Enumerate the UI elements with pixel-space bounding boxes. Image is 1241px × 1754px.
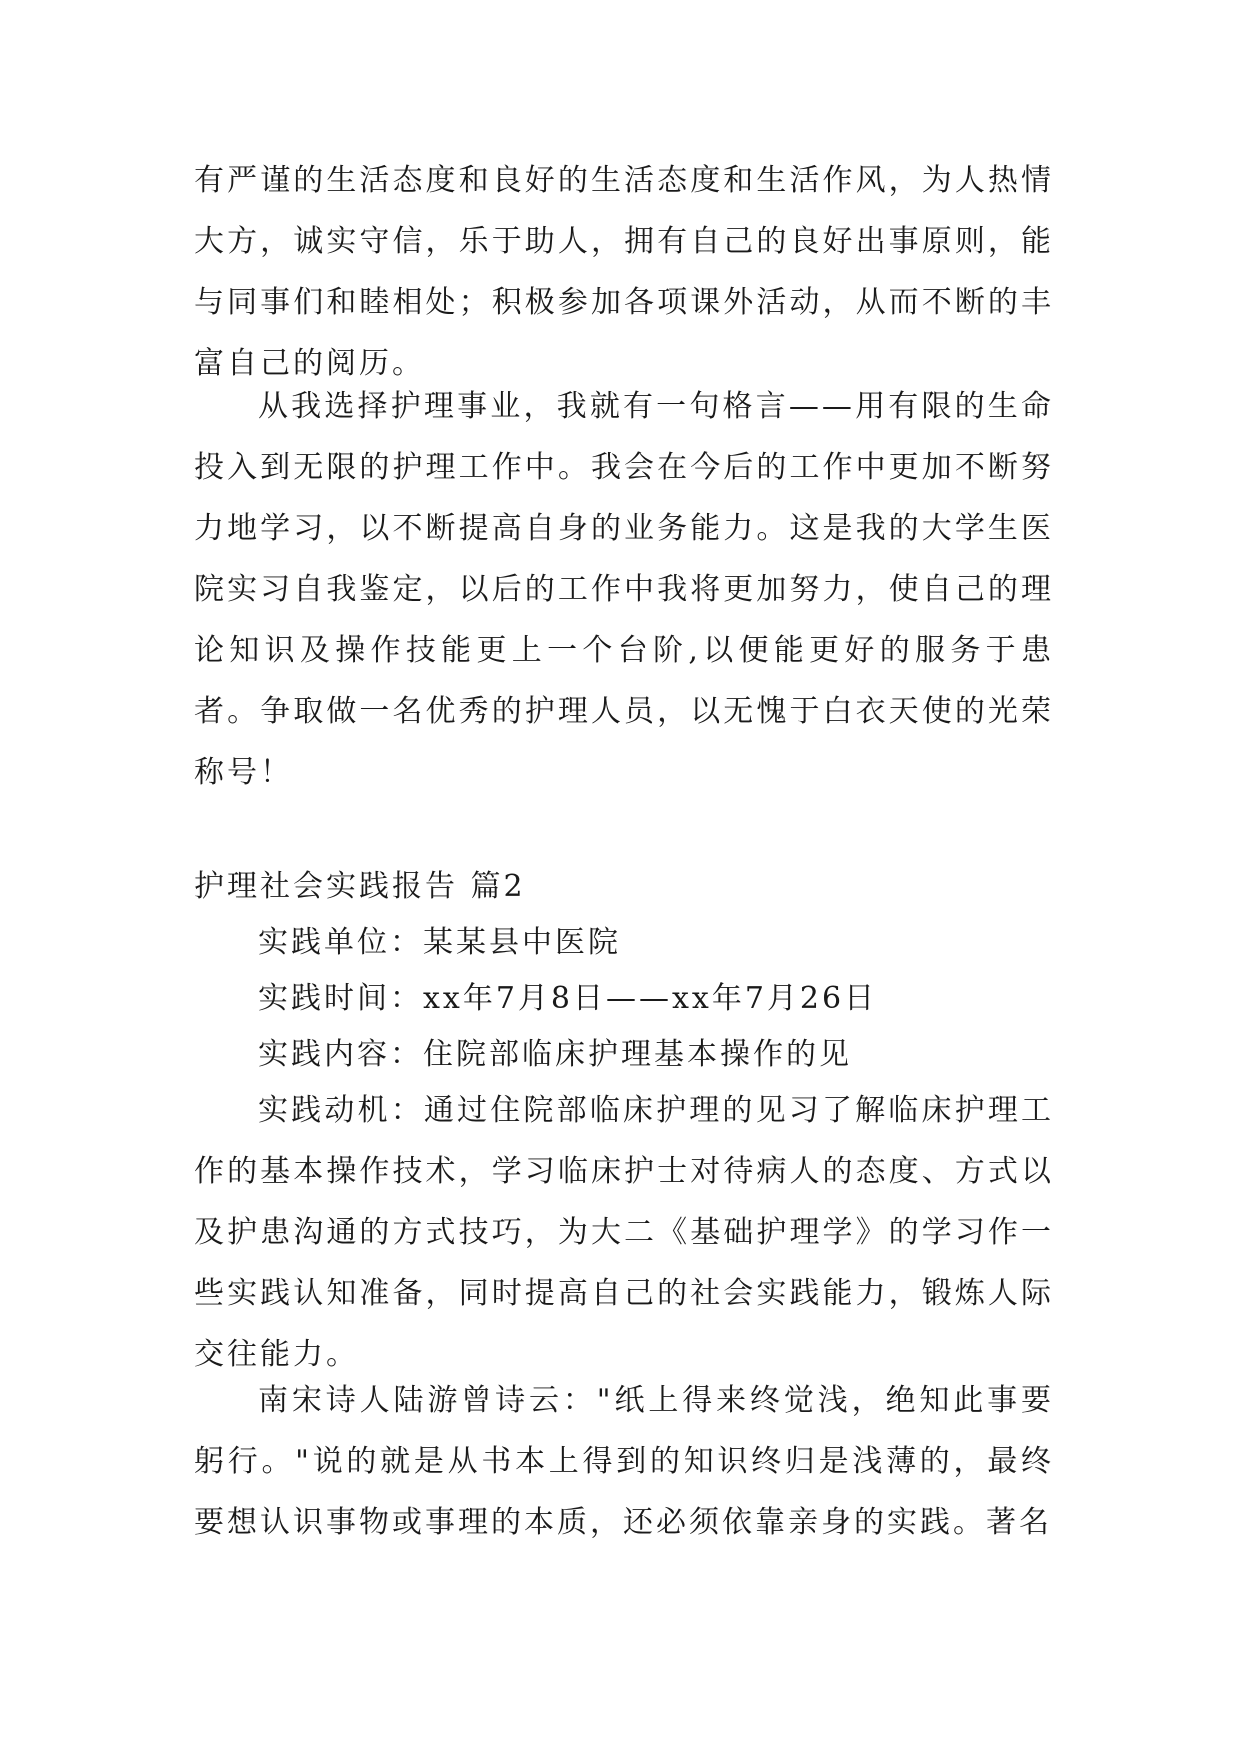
practice-content: 实践内容：住院部临床护理基本操作的见 <box>258 1037 852 1072</box>
paragraph-closing: 从我选择护理事业，我就有一句格言——用有限的生命投入到无限的护理工作中。我会在今后的工作中更加不断努力地学习，以不断提高自身的业务能力。这是我的大学生医院实习自我鉴定，以后的工作中我将更加努力，使自己的理论知识及操作技能更上一个台阶,以便能更好的服务于患者。争取做一名优秀的护理人员，以无愧于白衣天使的光荣称号！ <box>194 389 1054 790</box>
practice-time: 实践时间：xx年7月8日——xx年7月26日 <box>258 981 878 1016</box>
section-title: 护理社会实践报告 篇2 <box>194 869 526 904</box>
paragraph-practice-motive: 实践动机：通过住院部临床护理的见习了解临床护理工作的基本操作技术，学习临床护士对待病人的态度、方式以及护患沟通的方式技巧，为大二《基础护理学》的学习作一些实践认知准备，同时提高自己的社会实践能力，锻炼人际交往能力。 <box>194 1093 1054 1372</box>
paragraph-quote: 南宋诗人陆游曾诗云："纸上得来终觉浅，绝知此事要躬行。"说的就是从书本上得到的知识终归是浅薄的，最终要想认识事物或事理的本质，还必须依靠亲身的实践。著名 <box>194 1383 1054 1540</box>
paragraph-continued: 有严谨的生活态度和良好的生活态度和生活作风，为人热情大方，诚实守信，乐于助人，拥有自己的良好出事原则，能与同事们和睦相处；积极参加各项课外活动，从而不断的丰富自己的阅历。 <box>194 163 1054 381</box>
practice-unit: 实践单位：某某县中医院 <box>258 925 621 960</box>
